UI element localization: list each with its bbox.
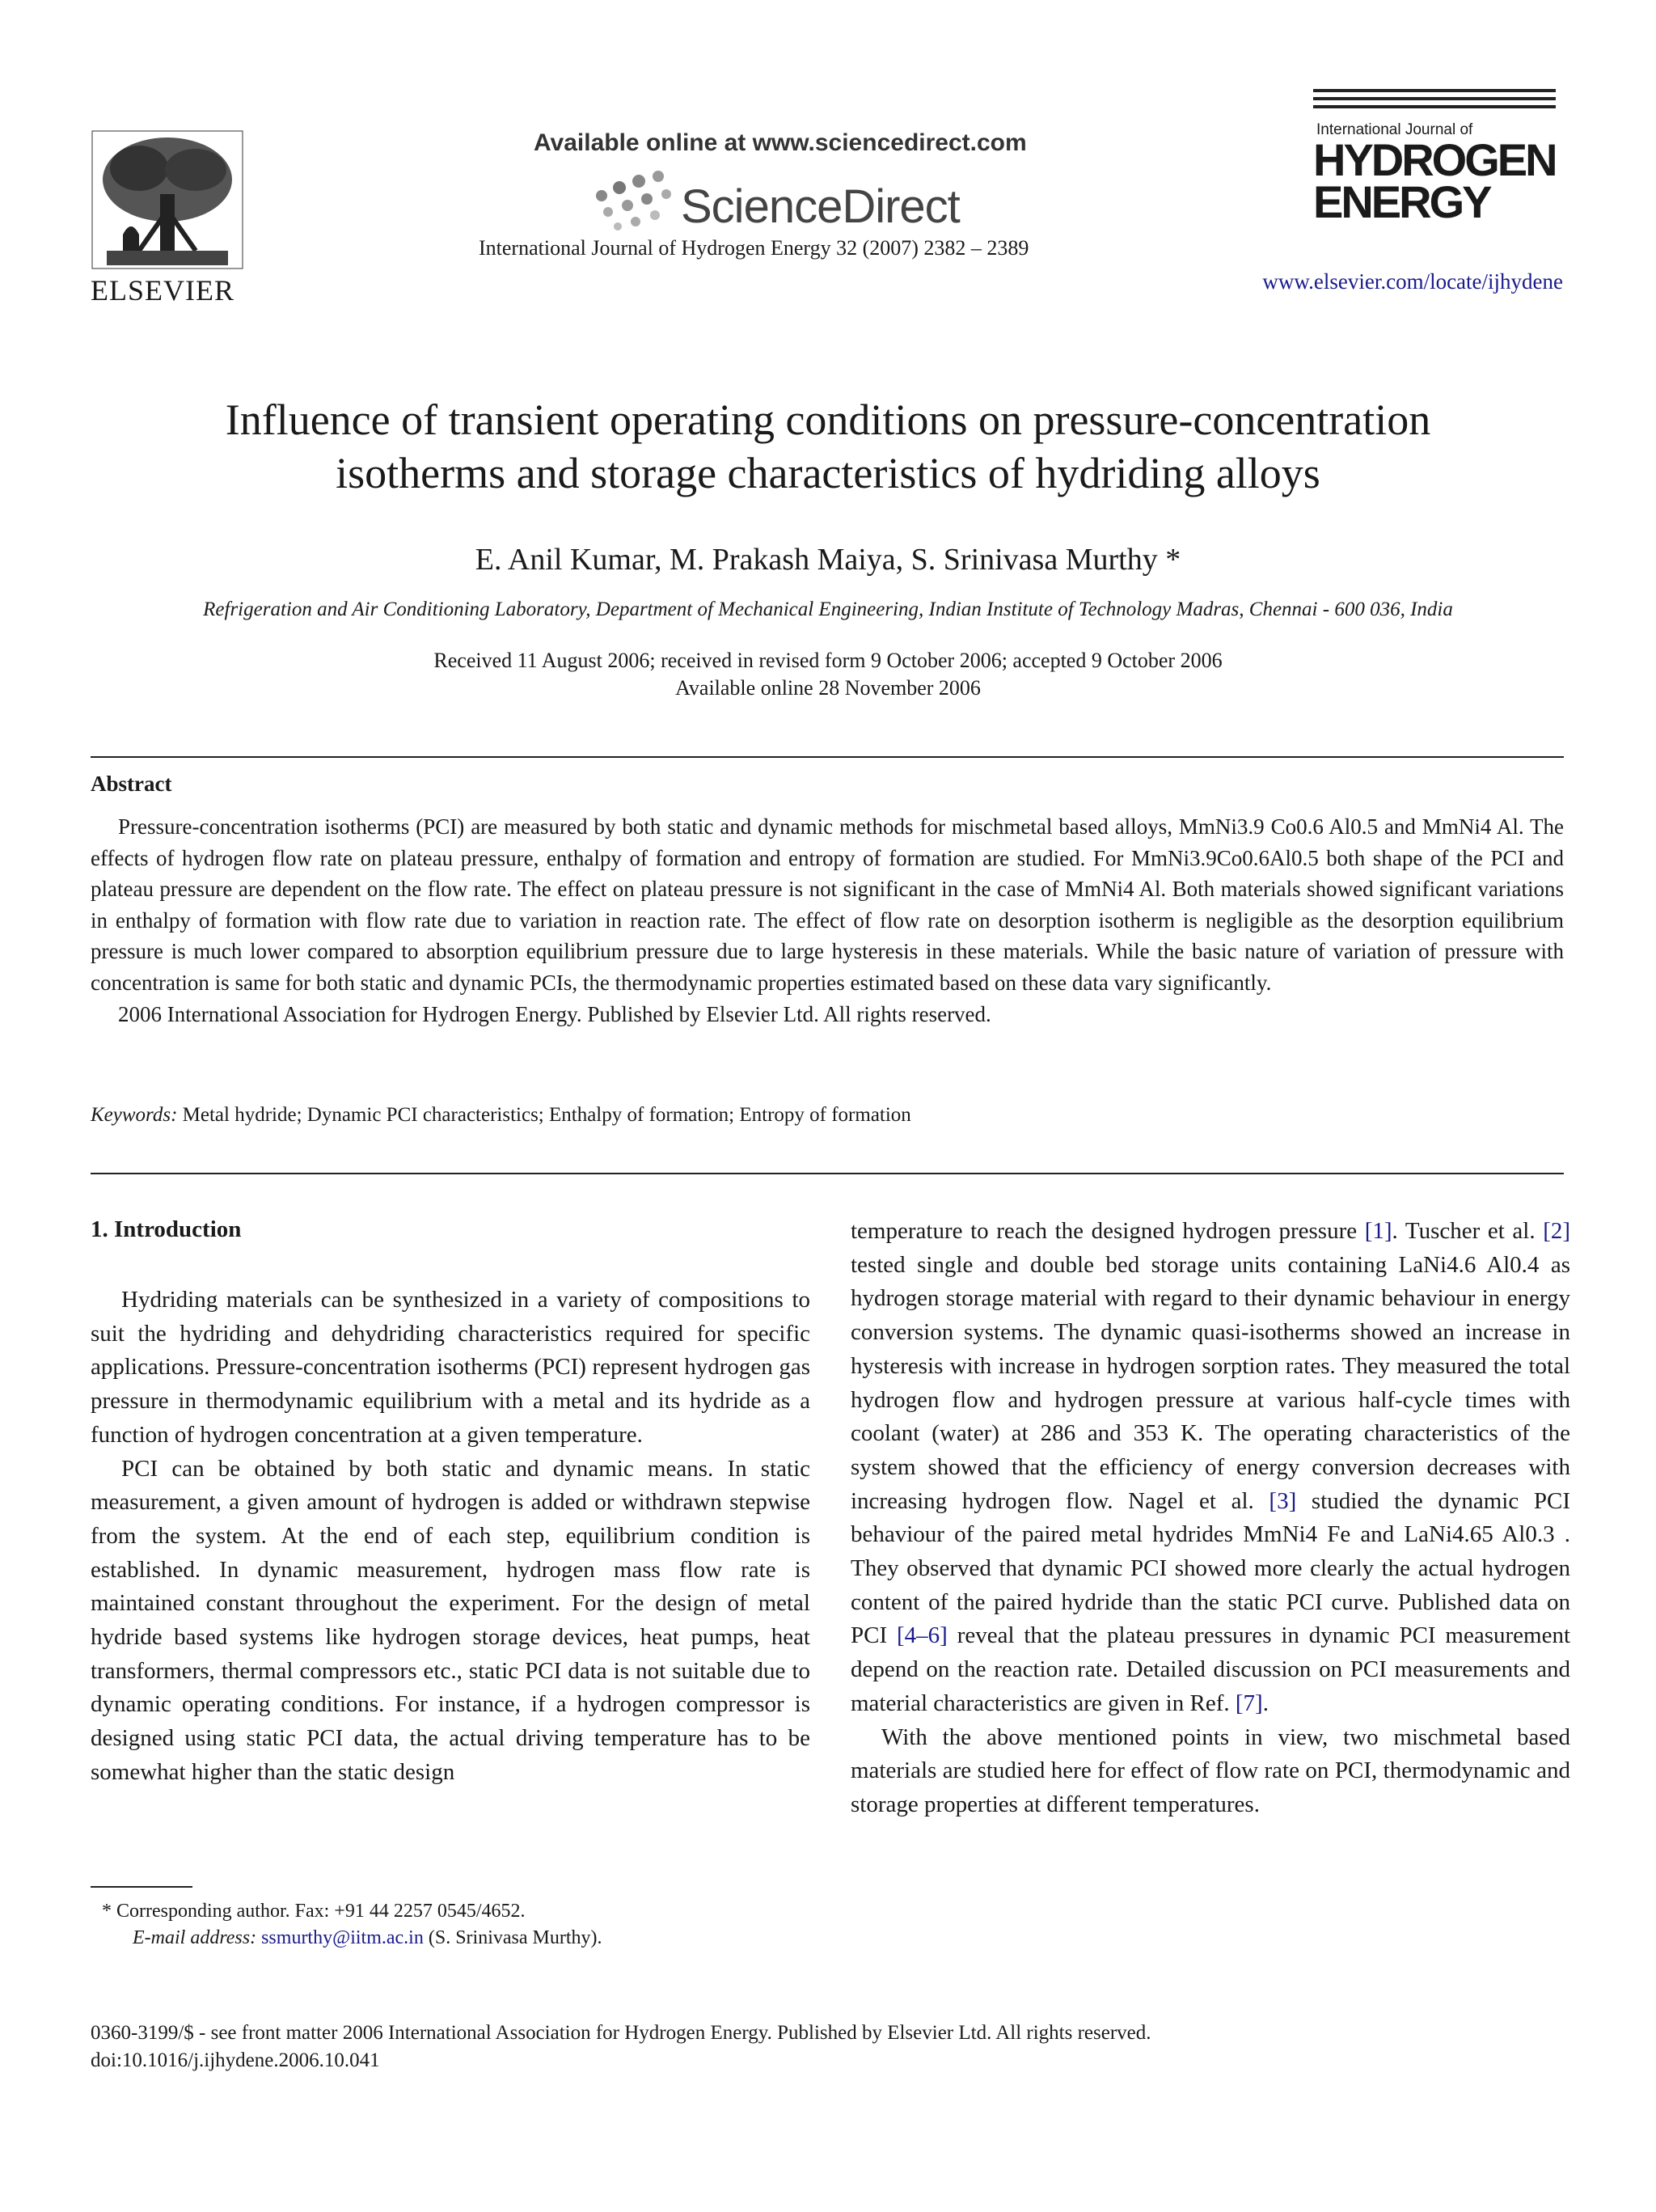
publisher-name: ELSEVIER: [91, 274, 234, 307]
reference-link-7[interactable]: [7]: [1235, 1690, 1263, 1716]
email-label: E-mail address:: [133, 1927, 257, 1948]
article-dates: [81, 647, 1575, 702]
footnote-rule: [91, 1886, 192, 1888]
sciencedirect-wordmark: ScienceDirect: [681, 180, 960, 233]
keywords: [91, 1104, 911, 1127]
text-run: .: [1262, 1690, 1269, 1716]
text-run: reveal that the plateau pressures in dynamic PCI measurement depend on the reaction rate. Detailed discussion on PCI measurements and material characteristics are given in Ref.: [851, 1622, 1571, 1716]
text-run: . Tuscher et al.: [1392, 1218, 1536, 1244]
footnote-star: *: [102, 1901, 112, 1922]
article-title: [81, 393, 1575, 500]
journal-logo-small: International Journal of: [1316, 121, 1473, 138]
abstract-copyright: 2006 International Association for Hydrogen Energy. Published by Elsevier Ltd. All rights reserved.: [118, 1001, 991, 1026]
abstract-heading: Abstract: [91, 772, 172, 796]
journal-logo-line1: HYDROGEN: [1313, 134, 1556, 185]
journal-logo-lines: [1313, 87, 1556, 120]
intro-paragraph-1: Hydriding materials can be synthesized in a variety of compositions to suit the hydriding and dehydriding characteristics required for specific applications. Pressure-concentration isotherms (PCI) represent hydrogen gas pressure in thermodynamic equilibrium with a metal and its hydride as a function of hydrogen concentration at a given temperature.: [91, 1287, 810, 1448]
journal-citation: International Journal of Hydrogen Energy 32 (2007) 2382 – 2389: [479, 236, 1029, 260]
title-line-1: Influence of transient operating conditions on pressure-concentration: [225, 395, 1431, 444]
reference-link-2[interactable]: [2]: [1543, 1218, 1571, 1244]
keywords-label: Keywords:: [91, 1104, 178, 1126]
issn-line: 0360-3199/$ - see front matter 2006 International Association for Hydrogen Energy. Published by Elsevier Ltd. All rights reserved.: [91, 2022, 1151, 2044]
available-online-date: Available online 28 November 2006: [675, 676, 981, 700]
email-owner: (S. Srinivasa Murthy).: [428, 1927, 602, 1948]
abstract-body: [91, 811, 1564, 1030]
footnote: [91, 1898, 810, 1952]
abstract-text: Pressure-concentration isotherms (PCI) are measured by both static and dynamic methods for mischmetal based alloys, MmNi3.9 Co0.6 Al0.5 and MmNi4 Al. The effects of hydrogen flow rate on plateau pressure, enthalpy of formation and entropy of formation are studied. For MmNi3.9Co0.6Al0.5 both shape of the PCI and plateau pressure are dependent on the flow rate. The effect on plateau pressure is not significant in the case of MmNi4 Al. Both materials showed significant variations in enthalpy of formation with flow rate due to variation in reaction rate. The effect of flow rate on desorption isotherm is negligible as the desorption equilibrium pressure is much lower compared to absorption equilibrium pressure due to large hysteresis in these materials. While the basic nature of variation of pressure with concentration is same for both static and dynamic PCIs, the thermodynamic properties estimated based on these data vary significantly.: [91, 814, 1564, 995]
reference-link-1[interactable]: [1]: [1364, 1218, 1392, 1244]
journal-logo-line2: ENERGY: [1313, 176, 1490, 227]
reference-link-3[interactable]: [3]: [1269, 1487, 1297, 1514]
bottom-info: [91, 2020, 1151, 2075]
footnote-fax: Corresponding author. Fax: +91 44 2257 0545/4652.: [116, 1901, 526, 1922]
sciencedirect-available: Available online at www.sciencedirect.com: [534, 129, 1027, 156]
keywords-list: Metal hydride; Dynamic PCI characteristics; Enthalpy of formation; Entropy of formation: [182, 1104, 911, 1126]
footnote-email: [91, 1925, 810, 1952]
intro-paragraph-2: PCI can be obtained by both static and dynamic means. In static measurement, a given amount of hydrogen is added or withdrawn stepwise from the system. At the end of each step, equilibrium condition is established. In dynamic measurement, hydrogen mass flow rate is maintained constant throughout the experiment. For the design of metal hydride based systems like hydrogen storage devices, heat pumps, heat transformers, thermal compressors etc., static PCI data is not suitable due to dynamic operating conditions. For instance, if a hydrogen compressor is designed using static PCI data, the actual driving temperature has to be somewhat higher than the static design: [91, 1455, 810, 1785]
text-run: temperature to reach the designed hydrogen pressure: [851, 1218, 1358, 1244]
email-link[interactable]: ssmurthy@iitm.ac.in: [261, 1927, 424, 1948]
footnote-corresponding: [91, 1898, 810, 1925]
intro-paragraph-4: With the above mentioned points in view, two mischmetal based materials are studied here for effect of flow rate on PCI, thermodynamic and storage properties at different temperatures.: [851, 1723, 1570, 1817]
authors: E. Anil Kumar, M. Prakash Maiya, S. Srinivasa Murthy *: [475, 543, 1181, 577]
affiliation: Refrigeration and Air Conditioning Laboratory, Department of Mechanical Engineering, Indian Institute of Technology Madras, Chennai - 600 036, India: [203, 598, 1453, 620]
received-dates: Received 11 August 2006; received in revised form 9 October 2006; accepted 9 October 2006: [433, 649, 1223, 672]
text-run: studied the dynamic PCI behaviour of the paired metal hydrides MmNi4 Fe and LaNi4.65 Al0.3 . They observed that dynamic PCI showed more clearly the actual hydrogen content of the paired hydride than the static PCI curve. Published data on PCI: [851, 1487, 1570, 1649]
intro-paragraph-3: [851, 1215, 1570, 1721]
doi-line: doi:10.1016/j.ijhydene.2006.10.041: [91, 2049, 380, 2071]
sciencedirect-dots-icon: [584, 163, 681, 236]
left-column: [91, 1284, 810, 1790]
text-run: tested single and double bed storage units containing LaNi4.6 Al0.4 as hydrogen storage material with regard to their dynamic behaviour in energy conversion systems. The dynamic quasi-isotherms showed an increase in hysteresis with increase in hydrogen sorption rates. They measured the total hydrogen flow and hydrogen pressure at various half-cycle times with coolant (water) at 286 and 353 K. The operating characteristics of the system showed that the efficiency of energy conversion decreases with increasing hydrogen flow. Nagel et al.: [851, 1251, 1570, 1514]
reference-link-4-6[interactable]: [4–6]: [897, 1622, 948, 1649]
journal-url-link[interactable]: www.elsevier.com/locate/ijhydene: [1262, 269, 1563, 294]
divider-top: [91, 756, 1564, 758]
section-heading-introduction: 1. Introduction: [91, 1216, 242, 1242]
journal-logo-title: [1313, 134, 1556, 227]
right-column: [851, 1215, 1570, 1822]
divider-bottom: [91, 1173, 1564, 1174]
title-line-2: isotherms and storage characteristics of hydriding alloys: [336, 449, 1320, 497]
